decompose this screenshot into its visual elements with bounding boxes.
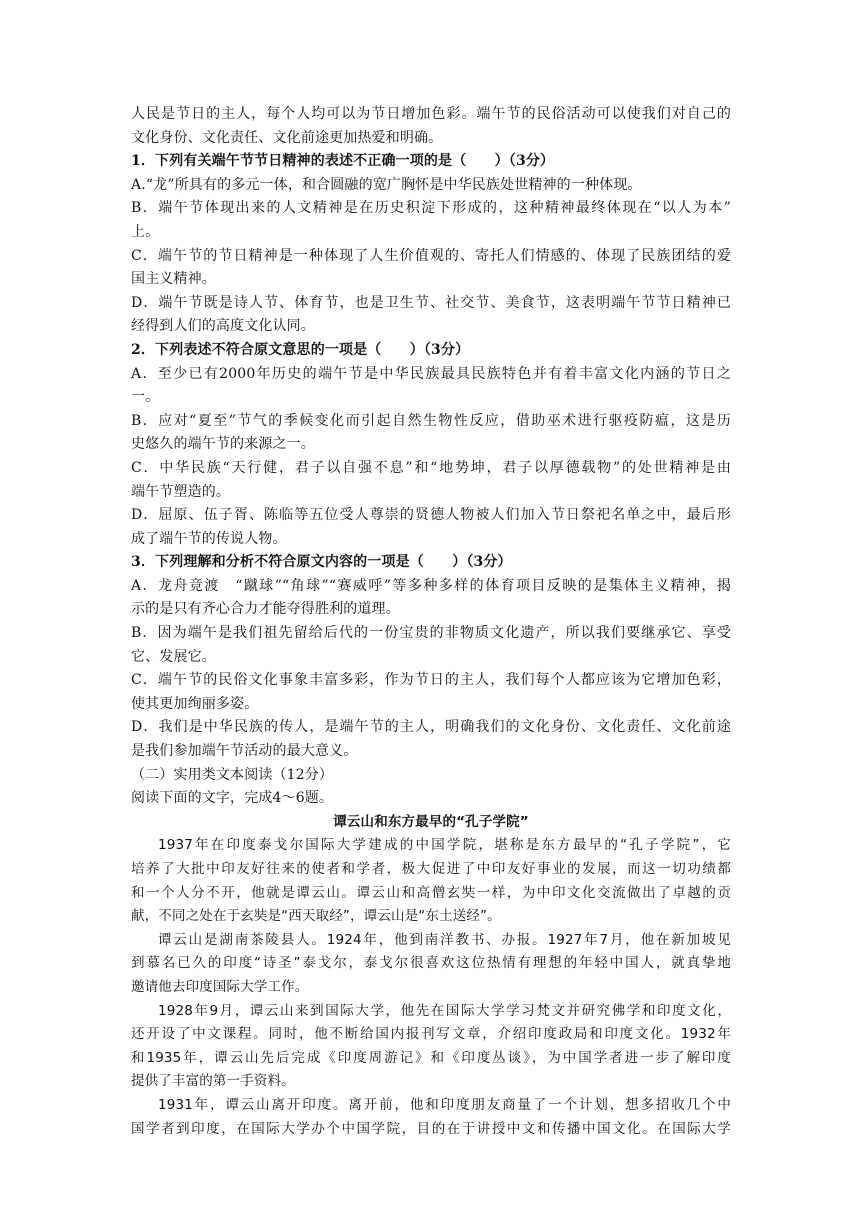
instruction: 阅读下面的文字，完成4～6题。 — [131, 790, 334, 807]
paragraph-line: 邀请他去印度国际大学工作。 — [131, 978, 309, 995]
paragraph-line: 国学者到印度，在国际大学办个中国学院，目的在于讲授中文和传播中国文化。在国际大学 — [131, 1120, 731, 1137]
option-a: A．龙舟竞渡 “蹴球”“角球”“赛威呼”等多种多样的体育项目反映的是集体主义精神，揭 — [131, 577, 731, 594]
question-stem: 1．下列有关端午节节日精神的表述不正确一项的是（ ）（3分） — [131, 153, 555, 170]
option-a: A．至少已有2000年历史的端午节是中华民族最具民族特色并有着丰富文化内涵的节日之 — [131, 365, 731, 382]
option-a-cont: 一。 — [131, 389, 160, 406]
option-c-cont: 端午节塑造的。 — [131, 483, 231, 500]
paragraph-line: 谭云山是湖南茶陵县人。1924年，他到南洋教书、办报。1927年7月，他在新加坡见 — [158, 931, 731, 948]
paragraph-line: 1928年9月，谭云山来到国际大学，他先在国际大学学习梵文并研究佛学和印度文化， — [158, 1002, 731, 1019]
question-stem: 3．下列理解和分析不符合原文内容的一项是（ ）（3分） — [131, 554, 512, 571]
paragraph-line: 到慕名已久的印度“诗圣”泰戈尔，泰戈尔很喜欢这位热情有理想的年轻中国人，就真挚地 — [131, 955, 731, 972]
option-a-cont: 示的是只有齐心合力才能夺得胜利的道理。 — [131, 601, 400, 618]
text-line: 人民是节日的主人，每个人均可以为节日增加色彩。端午节的民俗活动可以使我们对自己的 — [131, 106, 731, 122]
paragraph-line: 还开设了中文课程。同时，他不断给国内报刊写文章，介绍印度政局和印度文化。1932年 — [131, 1026, 731, 1043]
option-b: B．端午节体现出来的人文精神是在历史积淀下形成的，这种精神最终体现在“以人为本” — [131, 200, 731, 217]
option-c-cont: 国主义精神。 — [131, 271, 216, 288]
option-c-cont: 使其更加绚丽多姿。 — [131, 695, 259, 712]
question-stem: 2．下列表述不符合原文意思的一项是（ ）（3分） — [131, 341, 470, 358]
passage-title: 谭云山和东方最早的“孔子学院” — [333, 813, 529, 830]
section-heading: （二）实用类文本阅读（12分） — [131, 766, 334, 783]
paragraph-line: 献，不同之处在于玄奘是“西天取经”，谭云山是“东土送经”。 — [131, 908, 501, 925]
option-d: D．端午节既是诗人节、体育节，也是卫生节、社交节、美食节，这表明端午节节日精神已 — [131, 294, 731, 311]
option-d-cont: 成了端午节的传说人物。 — [131, 530, 287, 547]
paragraph-line: 和1935年，谭云山先后完成《印度周游记》和《印度丛谈》，为中国学者进一步了解印度 — [131, 1049, 731, 1066]
option-b-cont: 史悠久的端午节的来源之一。 — [131, 436, 315, 453]
option-d: D．我们是中华民族的传人，是端午节的主人，明确我们的文化身份、文化责任、文化前途 — [131, 719, 731, 736]
option-a: A.“龙”所具有的多元一体，和合圆融的宽广胸怀是中华民族处世精神的一种体现。 — [131, 176, 642, 193]
option-d-cont: 经得到人们的高度文化认同。 — [131, 318, 315, 335]
option-b-cont: 上。 — [131, 223, 160, 240]
text-line: 文化身份、文化责任、文化前途更加热爱和明确。 — [131, 129, 443, 146]
option-c: C．端午节的民俗文化事象丰富多彩，作为节日的主人，我们每个人都应该为它增加色彩， — [131, 672, 731, 689]
paragraph-line: 和一个人分不开，他就是谭云山。谭云山和高僧玄奘一样，为中印文化交流做出了卓越的贡 — [131, 884, 731, 901]
paragraph-line: 提供了丰富的第一手资料。 — [131, 1073, 295, 1090]
option-d: D．屈原、伍子胥、陈临等五位受人尊崇的贤德人物被人们加入节日祭祀名单之中，最后形 — [131, 507, 731, 524]
option-b: B．因为端午是我们祖先留给后代的一份宝贵的非物质文化遗产，所以我们要继承它、享受 — [131, 625, 731, 642]
option-b: B．应对“夏至”节气的季候变化而引起自然生物性反应，借助巫术进行驱疫防瘟，这是历 — [131, 412, 731, 429]
paragraph-line: 1937年在印度泰戈尔国际大学建成的中国学院，堪称是东方最早的“孔子学院”，它 — [158, 837, 731, 854]
option-d-cont: 是我们参加端午节活动的最大意义。 — [131, 743, 358, 760]
paragraph-line: 1931年，谭云山离开印度。离开前，他和印度朋友商量了一个计划，想多招收几个中 — [158, 1096, 731, 1113]
option-c: C．中华民族“天行健，君子以自强不息”和“地势坤，君子以厚德载物”的处世精神是由 — [131, 459, 731, 476]
option-c: C．端午节的节日精神是一种体现了人生价值观的、寄托人们情感的、体现了民族团结的爱 — [131, 247, 731, 264]
option-b-cont: 它、发展它。 — [131, 648, 216, 665]
paragraph-line: 培养了大批中印友好往来的使者和学者，极大促进了中印友好事业的发展，而这一切功绩都 — [131, 861, 731, 877]
document-page — [131, 103, 731, 1141]
